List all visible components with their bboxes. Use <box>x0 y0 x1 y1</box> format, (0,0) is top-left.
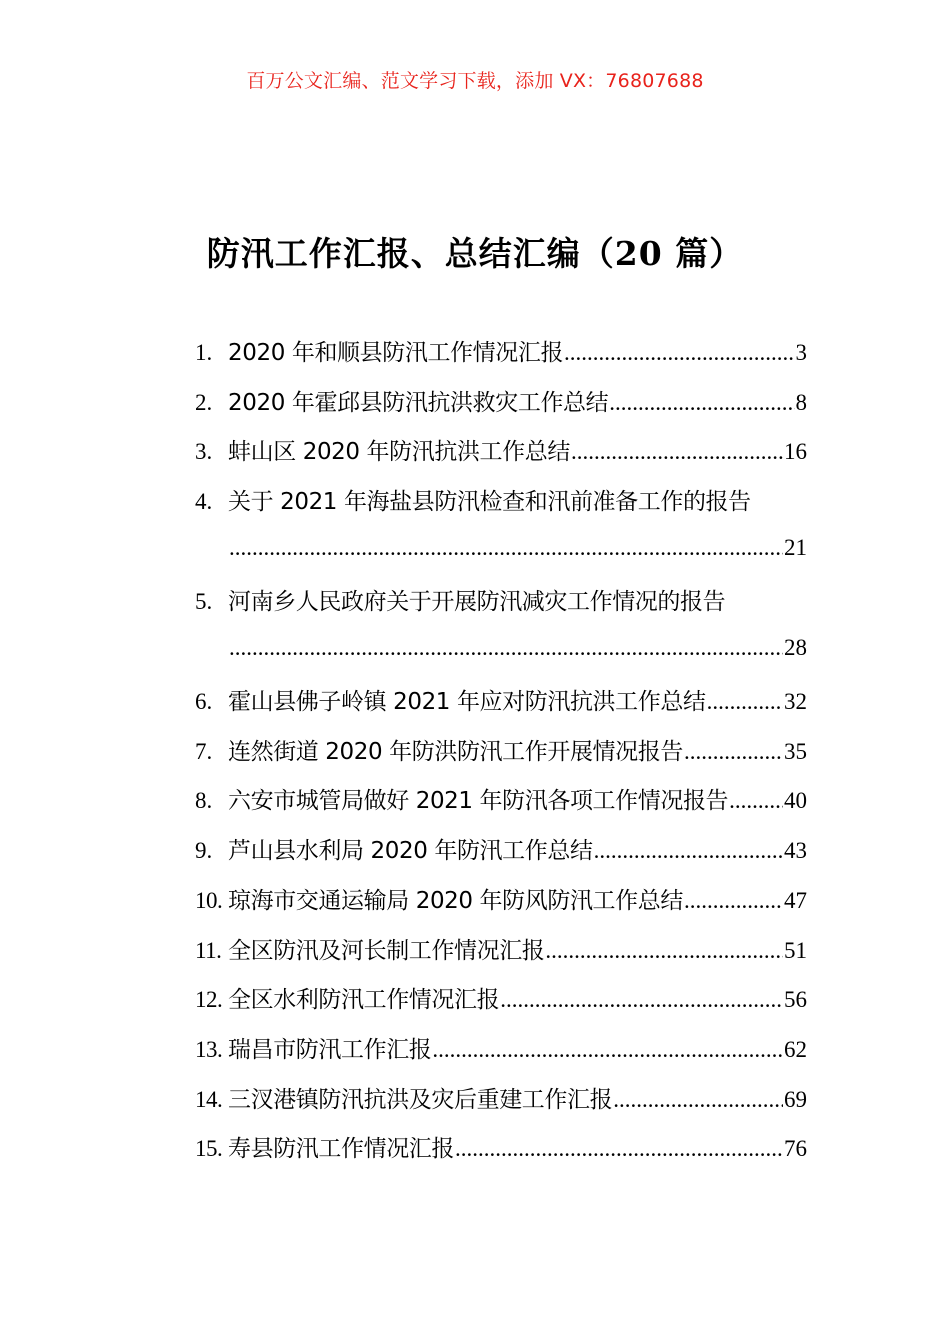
toc-item-number: 3. <box>195 439 213 465</box>
toc-item[interactable] <box>195 483 807 583</box>
toc-item[interactable] <box>195 433 807 483</box>
toc-item[interactable] <box>195 932 807 982</box>
toc-item-number: 13. <box>195 1036 223 1062</box>
toc-item-number: 15. <box>195 1136 223 1162</box>
toc-item[interactable] <box>195 882 807 932</box>
toc-item-page: 8 <box>795 389 807 415</box>
toc-item-page: 56 <box>784 987 807 1013</box>
document-title: 防汛工作汇报、总结汇编（20 篇） <box>206 234 744 273</box>
header-banner: 百万公文汇编、范文学习下载，添加 VX：76807688 <box>246 70 704 92</box>
toc-item-title: 连然街道 2020 年防洪防汛工作开展情况报告 <box>228 738 683 765</box>
toc-item-title: 瑞昌市防汛工作汇报 <box>228 1036 432 1063</box>
toc-item-page: 51 <box>784 937 807 963</box>
toc-item-title: 全区水利防汛工作情况汇报 <box>228 987 500 1014</box>
toc-item-number: 9. <box>195 838 213 864</box>
toc-item[interactable] <box>195 384 807 434</box>
toc-item-title: 2020 年和顺县防汛工作情况汇报 <box>228 340 564 366</box>
dot-leader <box>571 433 783 471</box>
toc-item[interactable] <box>195 683 807 733</box>
toc-item-number: 8. <box>195 788 213 814</box>
dot-leader <box>684 882 783 920</box>
toc-item-title: 关于 2021 年海盐县防汛检查和汛前准备工作的报告 <box>228 489 751 516</box>
toc-item-title: 蚌山区 2020 年防汛抗洪工作总结 <box>228 439 570 466</box>
toc-item[interactable] <box>195 782 807 832</box>
toc-item-number: 1. <box>195 340 213 365</box>
toc-item-title: 三汊港镇防汛抗洪及灾后重建工作汇报 <box>228 1086 613 1113</box>
toc-item[interactable] <box>195 1081 807 1131</box>
toc-item[interactable] <box>195 1031 807 1081</box>
toc-item-number: 7. <box>195 738 213 764</box>
dot-leader <box>613 1081 783 1119</box>
toc-item-page: 28 <box>784 635 807 661</box>
toc-item-number: 10. <box>195 887 223 913</box>
table-of-contents <box>195 334 807 1180</box>
toc-item[interactable] <box>195 1130 807 1180</box>
toc-item-page: 16 <box>784 439 807 465</box>
dot-leader <box>684 733 783 771</box>
toc-item-page: 35 <box>784 738 807 764</box>
toc-item[interactable] <box>195 334 807 384</box>
dot-leader <box>545 932 783 970</box>
toc-item-page: 21 <box>784 535 807 561</box>
toc-item-number: 5. <box>195 589 213 615</box>
dot-leader <box>500 981 783 1019</box>
toc-item-page: 43 <box>784 838 807 864</box>
toc-item-title: 六安市城管局做好 2021 年防汛各项工作情况报告 <box>228 788 729 815</box>
toc-item[interactable] <box>195 583 807 683</box>
toc-item-number: 4. <box>195 489 213 515</box>
toc-item-title: 河南乡人民政府关于开展防汛减灾工作情况的报告 <box>228 589 726 616</box>
toc-item[interactable] <box>195 981 807 1031</box>
dot-leader <box>564 334 794 372</box>
dot-leader <box>229 629 783 667</box>
toc-item-page: 62 <box>784 1036 807 1062</box>
toc-item-title: 2020 年霍邱县防汛抗洪救灾工作总结 <box>228 389 609 416</box>
toc-item-title: 琼海市交通运输局 2020 年防风防汛工作总结 <box>228 887 683 914</box>
toc-item[interactable] <box>195 832 807 882</box>
toc-item-number: 12. <box>195 987 223 1013</box>
toc-item-page: 32 <box>784 689 807 715</box>
toc-item-page: 47 <box>784 887 807 913</box>
toc-item-number: 6. <box>195 689 213 715</box>
dot-leader <box>229 529 783 567</box>
toc-item-page: 3 <box>795 340 807 365</box>
dot-leader <box>609 384 794 422</box>
dot-leader <box>432 1031 783 1069</box>
toc-item-title: 寿县防汛工作情况汇报 <box>228 1136 455 1163</box>
toc-item-number: 14. <box>195 1086 223 1112</box>
toc-item-page: 76 <box>784 1136 807 1162</box>
toc-item-page: 40 <box>784 788 807 814</box>
toc-item-title: 芦山县水利局 2020 年防汛工作总结 <box>228 838 593 865</box>
toc-item[interactable] <box>195 733 807 783</box>
toc-item-title: 全区防汛及河长制工作情况汇报 <box>228 937 545 964</box>
toc-item-number: 11. <box>195 937 222 963</box>
dot-leader <box>729 782 783 820</box>
dot-leader <box>707 683 783 721</box>
toc-item-page: 69 <box>784 1086 807 1112</box>
dot-leader <box>594 832 783 870</box>
toc-item-number: 2. <box>195 389 213 415</box>
dot-leader <box>455 1130 783 1168</box>
toc-item-title: 霍山县佛子岭镇 2021 年应对防汛抗洪工作总结 <box>228 689 706 716</box>
